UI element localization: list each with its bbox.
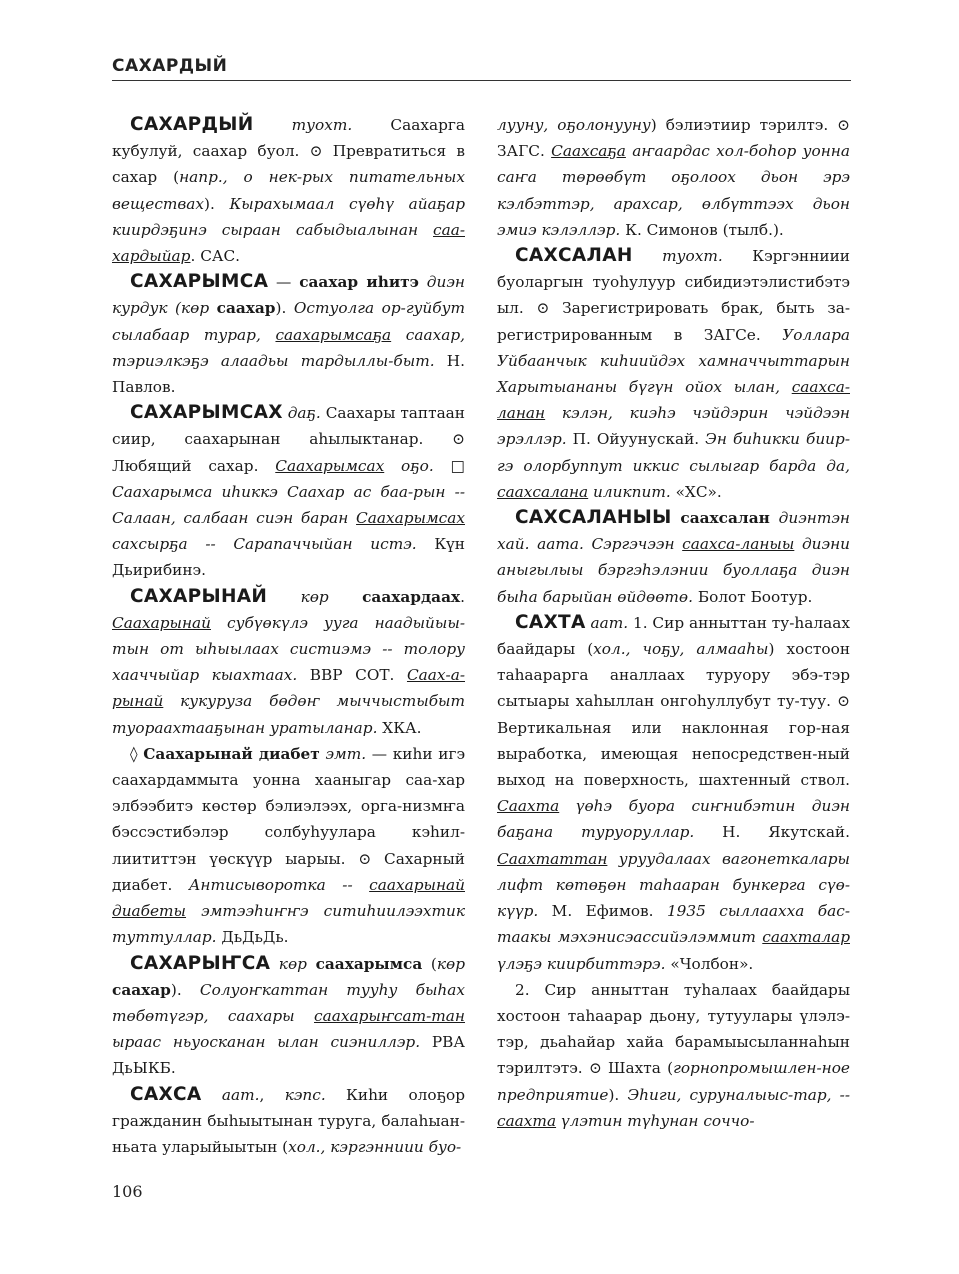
entry-sakhta: САХТА аат. 1. Сир анныттан ту-һалаах баайдары (хол., чоҕу, алмааһы) хостоон таһаарарга аналлаах туруору эбэ-тэр сытыары хаһыллан онгоһуллубут ту-туу. ⊙ Вертикальная или наклонная гор-ная выработка, имеющая непосредствен-ный выход на поверхность, шахтенный ствол. Саахта үөһэ буора сиҥнибэтин диэн баҕана туруоруллар. Н. Якутскай. Саахтаттан уруудалаах вагонеткалары лифт көтөҕөн таһааран бункерга сүө-күүр. М. Ефимов. 1935 сыллаахха бас-таакы мэхэнисэассийэлэммит саахталар үлэҕэ киирбиттэрэ. «Чолбон». [497, 611, 851, 973]
running-head: САХАРДЫЙ [112, 56, 228, 76]
entry-sakhsa-continued: лууну, оҕолонууну) бэлиэтиир тэрилтэ. ⊙ ЗАГС. Саахсаҕа аҥаардас хол-боһор уонна саҥа төрөөбүт оҕолоох дьон эрэ кэлбэттэр, арахсар, өлбүттээх дьон эмиэ кэлэллэр. К. Симонов (тылб.). [497, 116, 850, 239]
entry-sakhsalanyy: САХСАЛАНЫЫ саахсалан диэнтэн хай. аата. Сэргэчээн саахса-ланыы диэни аныгылыы бэргэһэлэнии буоллаҕа диэн быһа барыйан өйдөөтө. Болот Боотур. [497, 507, 850, 606]
headword: САХСАЛАНЫЫ [515, 507, 672, 529]
page-number: 106 [112, 1182, 143, 1201]
entry-sakhta-sense-2: 2. Сир анныттан туһалаах баайдары хостоон таһаарар дьону, тутуулары үлэлэ-тэр, дьаһайар хайа барамыысыланнаһын тэрилтэтэ. ⊙ Шахта (горнопромышлен-ное предприятие). Эһиги, суруналыыс-тар, -- саахта үлэтин түһунан соччо- [497, 980, 851, 1130]
headword: САХСАЛАН [515, 245, 633, 267]
headword: САХАРЫҤСА [130, 952, 271, 974]
entry-sakharynsa: САХАРЫҤСА көр саахарымса (көр саахар). Солуоҥкаттан тууһу быһах төбөтүгэр, саахары саахарыҥсат-тан ыраас ньуосканан ылан сиэниллэр. РВА ДьЫКБ. [112, 952, 466, 1078]
entry-sakhsa: САХСА аат., кэпс. Киһи олоҕор гражданин быһыытынан туруга, балаһыан-ньата уларыйыытын (хол., кэргэнниии буо- [112, 1083, 465, 1156]
left-column [112, 112, 465, 1160]
right-column [497, 112, 850, 1134]
entry-sakhardyi: САХАРДЫЙ туохт. Саахарга кубулуй, саахар буол. ⊙ Превратиться в сахар (напр., о нек-рых питательных веществах). Кырахымаал сүөһү айаҕар киирдэҕинэ сыраан сабыдыалынан саа-хардыйар. САС. [112, 114, 465, 266]
entry-sakhsalan: САХСАЛАН туохт. Кэргэнниии буоларгын туоһулуур сибидиэтэлистибэтэ ыл. ⊙ Зарегистрировать брак, быть за-регистрированным в ЗАГСе. Уоллара Уйбаанчык киһиийдэх хамначчыттарын Харытыананы бүгүн ойох ылан, саахса-ланан кэлэн, киэһэ чэйдэрин чэйдээн эрэллэр. П. Ойуунускай. Эн биһикки биир-гэ олорбуппут иккис сылыгар барда да, саахсалана иликпит. «ХС». [497, 245, 850, 501]
entry-sakharymsa: САХАРЫМСА — саахар иһитэ диэн курдук (көр саахар). Остуолга ор-гуйбут сылабаар турар, саахарымсаҕа саахар, тэриэлкэҕэ алаадьы тардыллы-быт. Н. Павлов. [112, 271, 465, 397]
headword: САХСА [130, 1083, 202, 1105]
headword: САХТА [515, 611, 586, 633]
headword: САХАРЫМСА [130, 271, 269, 293]
headword: САХАРЫМСАХ [130, 402, 283, 424]
entry-sakharynai: САХАРЫНАЙ көр саахардаах. Саахарынай субүөкүлэ ууга наадыйыы-тын от ыһыылаах систиэмэ -- толору хааччыйар кыахтаах. ВВР СОТ. Саах-а-рынай кукуруза бөдөҥ мыччыстыбыт туораахтааҕынан уратыланар. ХКА. [112, 585, 465, 737]
headword: САХАРДЫЙ [130, 114, 254, 135]
entry-sakharymsakh: САХАРЫМСАХ даҕ. Саахары таптаан сиир, саахарынан аһылыктанар. ⊙ Любящий сахар. Саахарымсах оҕо. □ Саахарымса иһиккэ Саахар ас баа-рын -- Салаан, салбаан сиэн баран Саахарымсах сахсырҕа -- Сарапаччыйан истэ. Күн Дьирибинэ. [112, 402, 466, 580]
header-rule [112, 80, 851, 81]
headword: САХАРЫНАЙ [130, 585, 268, 607]
entry-sakharynai-diabet: ◊ Саахарынай диабет эмт. — киһи игэ саахардаммыта уонна хааныгар саа-хар элбээбитэ көстөр бэлиэлээх, орга-низмҥа бэссэстибэлэр солбуһуулара кэһил-лиититтэн үөскүүр ыарыы. ⊙ Сахарный диабет. Антисыворотка -- саахарынай диабеты эмтээһиҥҥэ ситиһиилээхтик туттуллар. ДьДьДь. [112, 744, 466, 947]
